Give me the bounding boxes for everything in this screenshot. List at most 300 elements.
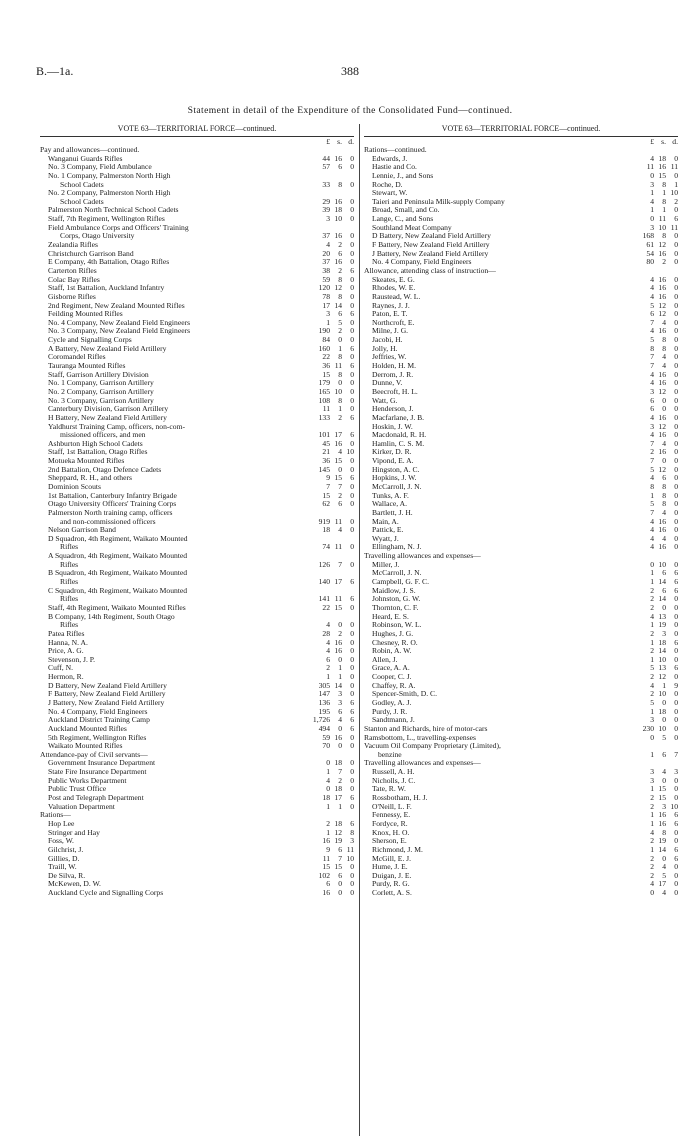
pounds-amount: 1 <box>650 654 654 664</box>
shillings-amount: 0 <box>662 395 666 405</box>
shillings-amount: 16 <box>658 447 666 457</box>
pounds-amount: 160 <box>318 343 330 353</box>
ledger-row <box>40 345 354 354</box>
pence-amount: 0 <box>674 784 678 794</box>
ledger-row <box>364 405 678 414</box>
statement-title: Statement in detail of the Expenditure of the Consolidated Fund—continued. <box>187 105 513 116</box>
entry-description: D Battery, New Zealand Field Artillery <box>372 232 491 241</box>
pounds-amount: 8 <box>650 481 654 491</box>
shillings-amount: 8 <box>662 490 666 500</box>
ledger-row <box>40 855 354 864</box>
pounds-amount: 136 <box>318 698 330 707</box>
entry-description: benzine <box>378 750 402 759</box>
pence-amount: 0 <box>350 602 354 612</box>
entry-description: Attendance-pay of Civil servants— <box>40 750 148 759</box>
entry-description: A Battery, New Zealand Field Artillery <box>48 344 167 353</box>
ledger-row <box>364 716 678 725</box>
pounds-amount: 0 <box>650 214 654 224</box>
ledger-row <box>364 483 678 492</box>
pence-amount: 0 <box>674 395 678 405</box>
entry-description: No. 3 Company, New Zealand Field Engineers <box>48 327 191 336</box>
pounds-amount: 2 <box>650 862 654 872</box>
shillings-amount: 16 <box>658 162 666 172</box>
pounds-amount: 4 <box>650 542 654 552</box>
shillings-amount: 16 <box>658 378 666 388</box>
pounds-amount: 3 <box>650 767 654 777</box>
entry-description: Hermon, R. <box>48 673 84 682</box>
pence-amount: 0 <box>674 447 678 457</box>
ledger-row <box>40 500 354 509</box>
ledger-row <box>364 872 678 881</box>
shillings-amount: 13 <box>658 663 666 673</box>
left-entries <box>40 146 354 898</box>
left-column <box>40 124 354 898</box>
entry-description: Pattick, E. <box>372 526 404 535</box>
shillings-amount: 16 <box>334 646 342 656</box>
entry-description: O'Neill, L. F. <box>372 802 412 811</box>
ledger-row <box>40 673 354 682</box>
pence-amount: 0 <box>350 499 354 509</box>
shillings-amount: 16 <box>658 326 666 336</box>
entry-description: A Squadron, 4th Regiment, Waikato Mounted <box>48 552 188 561</box>
shillings-amount: 1 <box>338 343 342 353</box>
pence-amount: 0 <box>350 672 354 682</box>
pence-amount: 0 <box>674 827 678 837</box>
shillings-amount: 17 <box>658 879 666 889</box>
pounds-amount: 1 <box>326 767 330 777</box>
ledger-row <box>364 181 678 190</box>
ledger-row <box>364 518 678 527</box>
entry-description: School Cadets <box>60 180 104 189</box>
pounds-amount: 2 <box>650 594 654 604</box>
entry-description: 2nd Battalion, Otago Defence Cadets <box>48 465 162 474</box>
shillings-amount: 18 <box>658 153 666 163</box>
entry-description: Sheppard, R. H., and others <box>48 474 132 483</box>
pounds-amount: 1 <box>650 205 654 215</box>
ledger-row <box>40 241 354 250</box>
ledger-row <box>40 880 354 889</box>
shillings-amount: 2 <box>338 240 342 250</box>
pounds-amount: 11 <box>322 404 330 414</box>
ledger-row <box>40 708 354 717</box>
ledger-row <box>40 466 354 475</box>
pounds-amount: 37 <box>322 257 330 267</box>
shillings-amount: 0 <box>662 404 666 414</box>
pence-amount: 0 <box>674 456 678 466</box>
pence-amount: 0 <box>674 611 678 621</box>
shillings-amount: 0 <box>662 456 666 466</box>
entry-description: Sandtmann, J. <box>372 716 415 725</box>
pounds-amount: 2 <box>650 836 654 846</box>
shillings-amount: 4 <box>662 317 666 327</box>
pence-amount: 0 <box>674 654 678 664</box>
pounds-amount: 4 <box>326 240 330 250</box>
pounds-amount: 38 <box>322 265 330 275</box>
pence-amount: 0 <box>350 732 354 742</box>
entry-description: Edwards, J. <box>372 154 408 163</box>
pounds-amount: 39 <box>322 205 330 215</box>
shillings-amount: 16 <box>658 430 666 440</box>
entry-description: Hop Lee <box>48 819 75 828</box>
pounds-amount: 16 <box>322 888 330 898</box>
entry-description: Watt, G. <box>372 396 398 405</box>
shillings-amount: 4 <box>662 352 666 362</box>
pence-amount: 6 <box>350 473 354 483</box>
shillings-amount: 0 <box>338 620 342 630</box>
entry-description: Fennessy, E. <box>372 811 411 820</box>
pence-amount: 0 <box>674 412 678 422</box>
entry-description: McKewen, D. W. <box>48 880 101 889</box>
shillings-amount: 0 <box>662 602 666 612</box>
pounds-amount: 4 <box>650 533 654 543</box>
shillings-amount: 7 <box>338 853 342 863</box>
ledger-row <box>40 250 354 259</box>
entry-description: Rations— <box>40 811 71 820</box>
ledger-row <box>364 224 678 233</box>
ledger-row <box>364 803 678 812</box>
ledger-row <box>364 431 678 440</box>
pence-amount: 0 <box>350 240 354 250</box>
pounds-amount: 4 <box>650 153 654 163</box>
pounds-amount: 44 <box>322 153 330 163</box>
pounds-amount: 1 <box>650 188 654 198</box>
right-column-heading: VOTE 63—TERRITORIAL FORCE—continued. <box>441 124 601 133</box>
shillings-amount: 2 <box>662 257 666 267</box>
pounds-amount: 0 <box>326 784 330 794</box>
entry-description: No. 1 Company, Garrison Artillery <box>48 379 154 388</box>
entry-description: F Battery, New Zealand Field Artillery <box>372 241 490 250</box>
ledger-row <box>40 699 354 708</box>
entry-description: Rhodes, W. E. <box>372 284 416 293</box>
shillings-amount: 12 <box>658 386 666 396</box>
ledger-row <box>40 621 354 630</box>
ledger-row <box>40 284 354 293</box>
pounds-amount: 15 <box>322 490 330 500</box>
ledger-row <box>40 293 354 302</box>
pounds-amount: 2 <box>326 663 330 673</box>
entry-description: Staff, 7th Regiment, Wellington Rifles <box>48 215 165 224</box>
ledger-row <box>364 241 678 250</box>
pence-amount: 0 <box>674 628 678 638</box>
pounds-amount: 6 <box>326 654 330 664</box>
pence-amount: 0 <box>350 438 354 448</box>
entry-description: Otago University Officers' Training Corps <box>48 500 177 509</box>
pounds-amount: 1 <box>650 844 654 854</box>
pence-amount: 0 <box>674 317 678 327</box>
entry-description: Kirker, D. R. <box>372 448 412 457</box>
ledger-row <box>364 751 678 760</box>
shillings-header: s. <box>661 137 666 146</box>
ledger-row <box>364 172 678 181</box>
shillings-amount: 14 <box>658 594 666 604</box>
pence-amount: 0 <box>674 516 678 526</box>
entry-description: Waikato Mounted Rifles <box>48 742 123 751</box>
entry-description: Johnston, G. W. <box>372 595 421 604</box>
entry-description: Jeffries, W. <box>372 353 407 362</box>
entry-description: Rifles <box>60 595 79 604</box>
ledger-row <box>40 690 354 699</box>
pence-amount: 0 <box>674 404 678 414</box>
entry-description: Derrom, J. R. <box>372 370 414 379</box>
pence-amount: 0 <box>350 680 354 690</box>
entry-description: Patea Rifles <box>48 629 85 638</box>
shillings-amount: 10 <box>658 222 666 232</box>
entry-description: No. 2 Company, Palmerston North High <box>48 189 171 198</box>
pence-amount: 0 <box>350 870 354 880</box>
pounds-amount: 1 <box>326 672 330 682</box>
entry-description: Staff, 4th Regiment, Waikato Mounted Rifles <box>48 603 186 612</box>
ledger-row <box>364 811 678 820</box>
pounds-amount: 29 <box>322 196 330 206</box>
shillings-amount: 10 <box>658 689 666 699</box>
ledger-row <box>40 397 354 406</box>
entry-description: McCarroll, J. N. <box>372 569 422 578</box>
pence-amount: 0 <box>674 378 678 388</box>
entry-description: Travelling allowances and expenses— <box>364 552 481 561</box>
pence-amount: 11 <box>670 162 678 172</box>
pence-amount: 0 <box>674 170 678 180</box>
ledger-row <box>40 267 354 276</box>
ledger-row <box>40 535 354 544</box>
ledger-row <box>40 198 354 207</box>
pence-amount: 0 <box>674 499 678 509</box>
shillings-amount: 14 <box>658 646 666 656</box>
ledger-row <box>364 734 678 743</box>
pounds-amount: 62 <box>322 499 330 509</box>
ledger-row <box>40 457 354 466</box>
entry-description: Hughes, J. G. <box>372 629 414 638</box>
shillings-amount: 13 <box>658 611 666 621</box>
ledger-row <box>40 777 354 786</box>
shillings-amount: 1 <box>662 680 666 690</box>
pence-amount: 0 <box>350 369 354 379</box>
entry-description: H Battery, New Zealand Field Artillery <box>48 413 167 422</box>
pence-amount: 0 <box>350 663 354 673</box>
ledger-row <box>364 543 678 552</box>
entry-description: Canterbury Division, Garrison Artillery <box>48 405 169 414</box>
pence-amount: 0 <box>674 369 678 379</box>
ledger-row <box>364 708 678 717</box>
shillings-amount: 18 <box>334 758 342 768</box>
ledger-row <box>364 155 678 164</box>
ledger-row <box>40 552 354 561</box>
shillings-amount: 0 <box>338 741 342 751</box>
ledger-row <box>40 656 354 665</box>
entry-description: Robinson, W. L. <box>372 621 422 630</box>
entry-description: No. 2 Company, Garrison Artillery <box>48 387 154 396</box>
pounds-amount: 74 <box>322 542 330 552</box>
entry-description: Lennie, J., and Sons <box>372 171 434 180</box>
shillings-amount: 4 <box>662 862 666 872</box>
pence-amount: 0 <box>350 559 354 569</box>
entry-description: B Squadron, 4th Regiment, Waikato Mounted <box>48 569 188 578</box>
ledger-row <box>364 604 678 613</box>
pounds-amount: 28 <box>322 628 330 638</box>
shillings-amount: 19 <box>334 836 342 846</box>
pence-amount: 0 <box>674 464 678 474</box>
pounds-amount: 3 <box>650 715 654 725</box>
entry-description: missioned officers, and men <box>60 431 146 440</box>
shillings-amount: 2 <box>338 490 342 500</box>
entry-description: Sherson, E. <box>372 837 407 846</box>
pounds-amount: 7 <box>326 481 330 491</box>
pence-amount: 6 <box>674 663 678 673</box>
shillings-amount: 12 <box>658 672 666 682</box>
entry-description: Rossbotham, H. J. <box>372 794 428 803</box>
entry-description: Russell, A. H. <box>372 768 415 777</box>
entry-description: Raustead, W. L. <box>372 292 421 301</box>
pence-amount: 0 <box>674 698 678 707</box>
shillings-amount: 16 <box>334 732 342 742</box>
entry-description: Main, A. <box>372 517 399 526</box>
ledger-row <box>40 837 354 846</box>
entry-description: Pay and allowances—continued. <box>40 146 140 154</box>
pounds-amount: 2 <box>650 585 654 595</box>
pence-amount: 0 <box>674 335 678 345</box>
ledger-row <box>364 206 678 215</box>
ledger-row <box>364 690 678 699</box>
shillings-amount: 0 <box>338 464 342 474</box>
shillings-amount: 0 <box>662 698 666 707</box>
entry-description: Gilchrist, J. <box>48 845 84 854</box>
pounds-amount: 6 <box>650 395 654 405</box>
shillings-amount: 12 <box>334 827 342 837</box>
pounds-amount: 20 <box>322 248 330 258</box>
entry-description: 2nd Regiment, New Zealand Mounted Rifles <box>48 301 185 310</box>
pounds-amount: 126 <box>318 559 330 569</box>
pounds-amount: 3 <box>650 222 654 232</box>
left-column-heading: VOTE 63—TERRITORIAL FORCE—continued. <box>117 124 277 133</box>
shillings-amount: 11 <box>334 361 342 371</box>
entry-description: Spencer-Smith, D. C. <box>372 690 438 699</box>
entry-description: Staff, Garrison Artillery Division <box>48 370 149 379</box>
ledger-row <box>364 656 678 665</box>
shillings-amount: 16 <box>658 525 666 535</box>
ledger-row <box>364 353 678 362</box>
ledger-row <box>40 734 354 743</box>
ledger-row <box>40 155 354 164</box>
ledger-row <box>40 215 354 224</box>
shillings-amount: 1 <box>338 672 342 682</box>
entry-description: Feilding Mounted Rifles <box>48 310 123 319</box>
pence-amount: 7 <box>674 749 678 759</box>
shillings-amount: 16 <box>658 412 666 422</box>
ledger-row <box>40 405 354 414</box>
entry-description: 1st Battalion, Canterbury Infantry Brigade <box>48 491 177 500</box>
ledger-row <box>364 742 678 751</box>
pence-amount: 0 <box>350 300 354 310</box>
pounds-amount: 21 <box>322 447 330 457</box>
shillings-amount: 15 <box>334 456 342 466</box>
shillings-amount: 8 <box>338 352 342 362</box>
shillings-amount: 14 <box>334 300 342 310</box>
entry-description: State Fire Insurance Department <box>48 768 147 777</box>
ledger-row <box>364 371 678 380</box>
entry-description: Maidlow, J. S. <box>372 586 416 595</box>
entry-description: Southland Meat Company <box>372 223 452 232</box>
shillings-amount: 8 <box>662 196 666 206</box>
ledger-row <box>364 820 678 829</box>
ledger-row <box>40 889 354 898</box>
ledger-row <box>40 639 354 648</box>
pounds-amount: 2 <box>650 646 654 656</box>
entry-description: Vipond, E. A. <box>372 457 414 466</box>
pence-amount: 0 <box>350 628 354 638</box>
entry-description: Field Ambulance Corps and Officers' Training <box>48 223 189 232</box>
shillings-amount: 10 <box>658 559 666 569</box>
ledger-row <box>40 440 354 449</box>
entry-description: Traill, W. <box>48 863 77 872</box>
shillings-amount: 4 <box>662 361 666 371</box>
entry-description: C Squadron, 4th Regiment, Waikato Mounted <box>48 586 188 595</box>
ledger-row <box>364 302 678 311</box>
pounds-amount: 1 <box>326 801 330 811</box>
pence-amount: 10 <box>346 853 354 863</box>
entry-description: Tate, R. W. <box>372 785 406 794</box>
pounds-amount: 7 <box>650 438 654 448</box>
pounds-amount: 16 <box>322 836 330 846</box>
pounds-amount: 0 <box>650 732 654 742</box>
shillings-amount: 8 <box>662 343 666 353</box>
entry-description: J Battery, New Zealand Field Artillery <box>48 699 165 707</box>
shillings-amount: 12 <box>334 283 342 293</box>
shillings-amount: 11 <box>658 214 666 224</box>
pence-amount: 0 <box>674 646 678 656</box>
pounds-amount: 4 <box>650 525 654 535</box>
ledger-row <box>364 440 678 449</box>
shillings-amount: 0 <box>338 888 342 898</box>
pence-amount: 0 <box>674 274 678 284</box>
pounds-amount: 1 <box>650 568 654 578</box>
ledger-row <box>364 768 678 777</box>
pence-amount: 0 <box>350 231 354 241</box>
pounds-amount: 7 <box>650 352 654 362</box>
ledger-row <box>40 543 354 552</box>
pounds-amount: 5 <box>650 464 654 474</box>
ledger-row <box>40 846 354 855</box>
ledger-row <box>364 336 678 345</box>
shillings-amount: 12 <box>658 309 666 319</box>
ledger-row <box>40 362 354 371</box>
ledger-row <box>364 639 678 648</box>
pounds-amount: 147 <box>318 689 330 699</box>
pence-amount: 0 <box>350 456 354 466</box>
entry-description: Hamlin, C. S. M. <box>372 439 425 448</box>
entry-description: Hingston, A. C. <box>372 465 420 474</box>
shillings-amount: 15 <box>334 862 342 872</box>
pounds-amount: 6 <box>650 309 654 319</box>
ledger-row <box>364 500 678 509</box>
pence-amount: 0 <box>674 361 678 371</box>
ledger-row <box>364 319 678 328</box>
entry-description: Public Works Department <box>48 776 127 785</box>
entry-description: Allowance, attending class of instruction— <box>364 266 496 275</box>
entry-description: Auckland District Training Camp <box>48 716 150 725</box>
pence-amount: 0 <box>350 481 354 491</box>
ledger-row <box>40 820 354 829</box>
ledger-row <box>364 198 678 207</box>
shillings-amount: 16 <box>658 818 666 828</box>
shillings-amount: 2 <box>338 412 342 422</box>
pence-amount: 0 <box>674 343 678 353</box>
entry-description: Stevenson, J. P. <box>48 655 96 664</box>
shillings-amount: 0 <box>338 378 342 388</box>
shillings-amount: 6 <box>338 706 342 716</box>
entry-description: McCarroll, J. N. <box>372 482 422 491</box>
pence-amount: 6 <box>674 637 678 647</box>
pence-amount: 0 <box>350 378 354 388</box>
pence-amount: 0 <box>674 248 678 258</box>
